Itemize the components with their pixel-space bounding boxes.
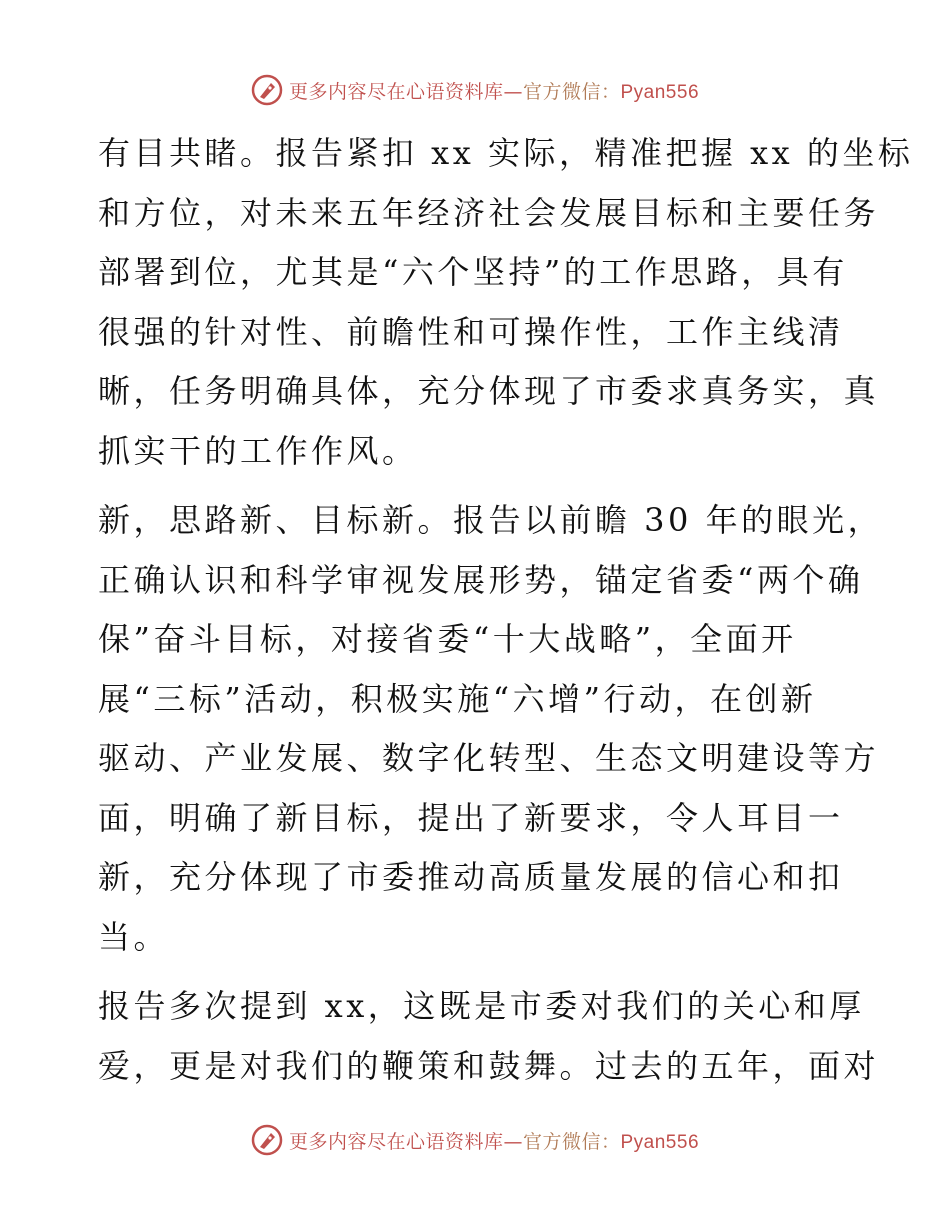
- text-line: 晰，任务明确具体，充分体现了市委求真务实，真: [98, 372, 880, 410]
- document-body: [98, 124, 914, 1096]
- text-line: 报告多次提到 xx，这既是市委对我们的关心和厚: [98, 987, 865, 1025]
- paragraph-2: [98, 491, 884, 967]
- watermark-wechat-label: 官方微信：: [522, 80, 621, 103]
- pen-nib-logo-icon: [251, 74, 283, 106]
- watermark-footer: [0, 1120, 950, 1160]
- text-line: 抓实干的工作作风。: [98, 431, 418, 470]
- text-line: 很强的针对性、前瞻性和可操作性，工作主线清: [98, 312, 844, 351]
- text-line: 驱动、产业发展、数字化转型、生态文明建设等方: [98, 739, 880, 777]
- text-line: 爱，更是对我们的鞭策和鼓舞。过去的五年，面对: [98, 1046, 880, 1085]
- watermark-wechat-label: 官方微信：: [522, 1130, 621, 1153]
- text-line: 新，思路新、目标新。报告以前瞻 30 年的眼光，: [98, 501, 884, 539]
- watermark-text: [289, 77, 699, 104]
- text-line: 部署到位，尤其是“六个坚持”的工作思路，具有: [98, 253, 848, 291]
- watermark-wechat-id: Pyan556: [620, 81, 700, 103]
- watermark-dash: —: [503, 80, 523, 103]
- text-line: 当。: [98, 917, 170, 956]
- paragraph-3: [98, 977, 880, 1096]
- watermark-header: [0, 70, 950, 110]
- watermark-dash: —: [503, 1130, 523, 1153]
- pen-nib-logo-icon: [251, 1124, 283, 1156]
- text-line: 展“三标”活动，积极实施“六增”行动，在创新: [98, 679, 817, 718]
- text-line: 和方位，对未来五年经济社会发展目标和主要任务: [98, 193, 880, 232]
- watermark-main-text: 更多内容尽在心语资料库: [288, 80, 504, 103]
- watermark-text: [289, 1127, 699, 1154]
- paragraph-1: [98, 124, 914, 481]
- text-line: 面，明确了新目标，提出了新要求，令人耳目一: [98, 798, 844, 837]
- watermark-main-text: 更多内容尽在心语资料库: [288, 1130, 504, 1153]
- text-line: 正确认识和科学审视发展形势，锚定省委“两个确: [98, 560, 864, 599]
- text-line: 新，充分体现了市委推动高质量发展的信心和扣: [98, 858, 844, 896]
- text-line: 保”奋斗目标，对接省委“十大战略”，全面开: [98, 620, 797, 658]
- watermark-wechat-id: Pyan556: [620, 1131, 700, 1153]
- text-line: 有目共睹。报告紧扣 xx 实际，精准把握 xx 的坐标: [98, 134, 914, 172]
